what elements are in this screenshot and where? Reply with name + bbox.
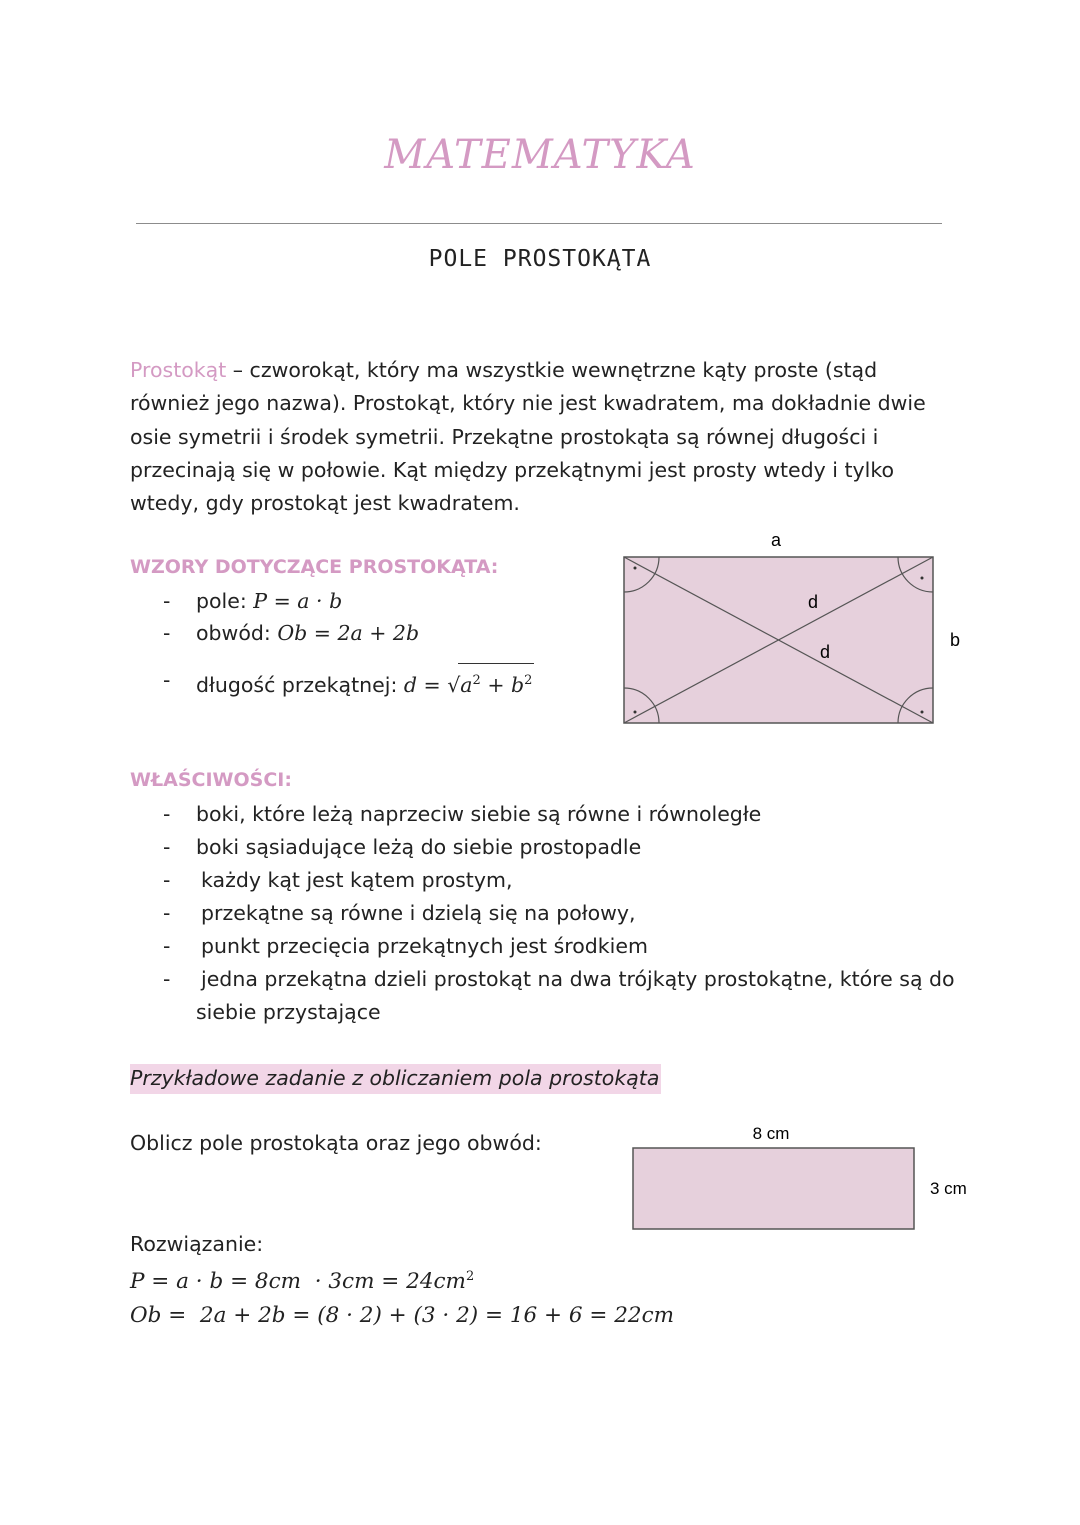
formulas-heading: WZORY DOTYCZĄCE PROSTOKĄTA: (130, 556, 499, 578)
diagonal-label: d (807, 592, 819, 612)
formula-diagonal: - długość przekątnej: $d = √a^2 + b^2$ (130, 663, 610, 702)
perimeter-formula: Ob = 2a + 2b (277, 621, 420, 645)
solution-area: $P = a \cdot b = 8cm \cdot 3cm = 24cm^2$ (130, 1269, 475, 1295)
definition-paragraph (130, 354, 950, 520)
properties-heading: WŁAŚCIWOŚCI: (130, 769, 292, 791)
sqrt-icon: √ (447, 672, 461, 697)
list-item: - przekątne są równe i dzielą się na połowy, (163, 901, 636, 925)
properties-list (130, 798, 960, 1029)
angle-dot (634, 711, 637, 714)
angle-dot (921, 577, 924, 580)
solution-perimeter: Ob = 2a + 2b = (8 · 2) + (3 · 2) = 16 + 6 = 22cm (130, 1303, 675, 1328)
example-heading: Przykładowe zadanie z obliczaniem pola prostokąta (130, 1064, 661, 1094)
list-item: - boki sąsiadujące leżą do siebie prostopadle (163, 835, 642, 859)
diagonal-label: d (819, 642, 831, 662)
page-title: MATEMATYKA (384, 132, 696, 178)
definition-term: Prostokąt (130, 358, 227, 382)
side-a-label: a (770, 530, 782, 550)
width-label: 8 cm (752, 1124, 790, 1143)
example-task: Oblicz pole prostokąta oraz jego obwód: (130, 1131, 542, 1155)
height-label: 3 cm (930, 1179, 967, 1198)
list-item: - boki, które leżą naprzeciw siebie są równe i równoległe (163, 802, 762, 826)
solution-label: Rozwiązanie: (130, 1232, 264, 1256)
formula-perimeter: - obwód: Ob = 2a + 2b (163, 621, 420, 645)
example-rectangle-shape (633, 1148, 914, 1229)
area-formula: P = a · b (253, 589, 343, 613)
list-item: - punkt przecięcia przekątnych jest środkiem (163, 934, 648, 958)
example-rectangle-diagram (620, 1118, 980, 1238)
definition-text: – czworokąt, który ma wszystkie wewnętrzne kąty proste (stąd również jego nazwa). Prostokąt, który nie jest kwadratem, ma dokładnie dwie osie symetrii i środek symetrii. Przekątne prostokąta są równej długości i przecinają się w połowie. Kąt między przekątnymi jest prosty wtedy i tylko wtedy, gdy prostokąt jest kwadratem. (130, 358, 926, 516)
list-item: - każdy kąt jest kątem prostym, (163, 868, 513, 892)
section-subtitle: POLE PROSTOKĄTA (428, 246, 652, 272)
diagonal-radicand: $a^2 + b^2$ (458, 663, 534, 702)
formulas-list (130, 585, 610, 702)
rectangle-diagram (600, 520, 980, 740)
formula-area: - pole: P = a · b (163, 589, 343, 613)
angle-dot (634, 567, 637, 570)
side-b-label: b (950, 630, 961, 650)
title-divider (136, 223, 942, 224)
angle-dot (921, 711, 924, 714)
list-item: - jedna przekątna dzieli prostokąt na dwa trójkąty prostokątne, które są do siebie przystające (163, 967, 955, 1024)
